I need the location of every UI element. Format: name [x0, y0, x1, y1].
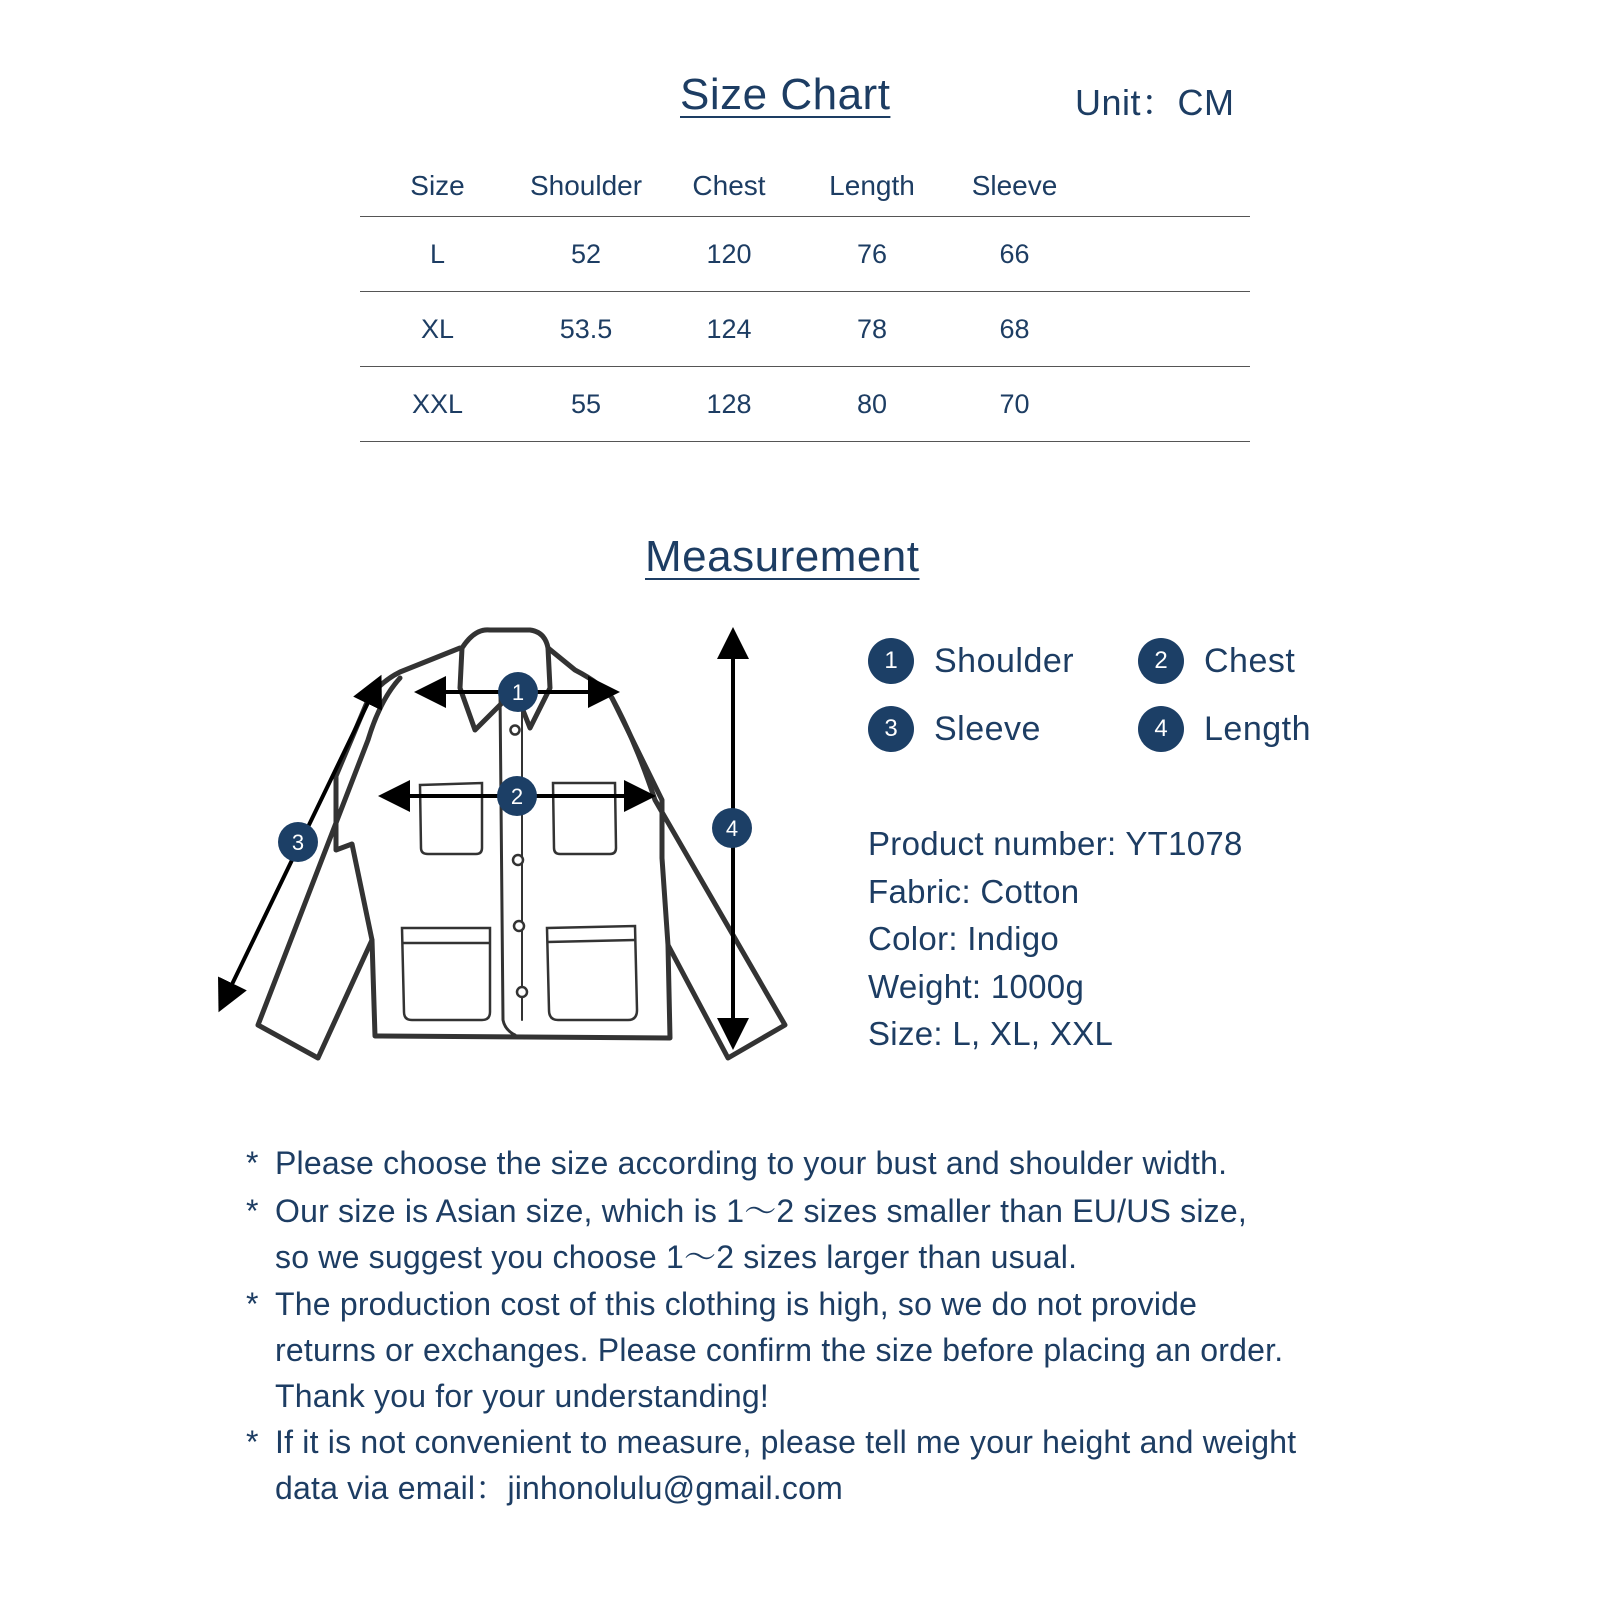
table-cell: 66 — [999, 238, 1030, 269]
product-weight: Weight: 1000g — [868, 968, 1085, 1005]
table-row — [360, 367, 1250, 442]
legend-item-shoulder — [868, 638, 1074, 684]
note-line: Thank you for your understanding! — [275, 1378, 770, 1414]
column-header: Length — [829, 169, 915, 201]
table-cell: 70 — [999, 388, 1030, 419]
product-fabric: Fabric: Cotton — [868, 873, 1080, 910]
table-cell: 124 — [706, 313, 752, 344]
table-spacer — [1086, 292, 1250, 367]
column-header: Shoulder — [529, 169, 643, 201]
bullet-star: * — [246, 1145, 259, 1181]
table-cell: 80 — [856, 388, 888, 419]
badge-icon: 3 — [868, 706, 914, 752]
table-row — [360, 217, 1250, 292]
note-line: Our size is Asian size, which is 1～2 sizes smaller than EU/US size, — [275, 1193, 1247, 1229]
page-title: Size Chart — [680, 70, 891, 119]
table-cell: 55 — [570, 388, 602, 419]
table-cell: 128 — [706, 388, 752, 419]
table-cell: 120 — [706, 238, 752, 269]
note-line: Please choose the size according to your bust and shoulder width. — [275, 1145, 1228, 1181]
legend-label: Sleeve — [934, 709, 1041, 748]
legend-item-sleeve — [868, 706, 1041, 752]
note-line: If it is not convenient to measure, please tell me your height and weight — [275, 1424, 1297, 1460]
note-item — [246, 1188, 1416, 1280]
table-row — [360, 292, 1250, 367]
note-item — [246, 1281, 1416, 1419]
product-sizes: Size: L, XL, XXL — [868, 1015, 1114, 1052]
table-cell: XXL — [411, 388, 464, 419]
table-cell: 53.5 — [559, 313, 613, 344]
badge-number: 4 — [725, 816, 739, 841]
product-color: Color: Indigo — [868, 920, 1060, 957]
table-spacer — [1086, 367, 1250, 442]
note-line: so we suggest you choose 1～2 sizes larger than usual. — [275, 1239, 1078, 1275]
legend-item-length — [1138, 706, 1311, 752]
table-cell: 76 — [856, 238, 888, 269]
badge-shoulder — [498, 672, 538, 712]
size-table — [360, 155, 1250, 442]
table-cell: 68 — [999, 313, 1030, 344]
legend-label: Length — [1204, 709, 1311, 748]
badge-sleeve — [278, 822, 318, 862]
badge-number: 2 — [510, 784, 524, 809]
legend-item-chest — [1138, 638, 1295, 684]
badge-chest — [497, 776, 537, 816]
legend-label: Shoulder — [934, 641, 1075, 680]
bullet-star: * — [246, 1193, 259, 1229]
badge-icon: 2 — [1138, 638, 1184, 684]
measurement-title: Measurement — [645, 532, 920, 581]
table-cell: L — [429, 238, 446, 269]
column-spacer — [1086, 155, 1250, 217]
column-header: Chest — [692, 169, 766, 201]
note-item — [246, 1419, 1416, 1511]
badge-icon: 1 — [868, 638, 914, 684]
note-item — [246, 1140, 1416, 1186]
bullet-star: * — [246, 1286, 259, 1322]
legend-label: Chest — [1204, 641, 1296, 680]
badge-icon: 4 — [1138, 706, 1184, 752]
table-spacer — [1086, 217, 1250, 292]
table-cell: 52 — [570, 238, 602, 269]
product-number: Product number: YT1078 — [868, 825, 1243, 862]
note-line: The production cost of this clothing is high, so we do not provide — [275, 1286, 1198, 1322]
note-line: data via email：jinhonolulu@gmail.com — [275, 1470, 843, 1506]
column-header: Size — [410, 169, 465, 201]
note-line: returns or exchanges. Please confirm the size before placing an order. — [275, 1332, 1284, 1368]
table-header-row — [360, 155, 1250, 217]
column-header: Sleeve — [971, 169, 1058, 201]
table-cell: 78 — [856, 313, 888, 344]
badge-number: 3 — [291, 830, 305, 855]
jacket-diagram — [200, 610, 820, 1080]
table-cell: XL — [420, 313, 455, 344]
jacket-outline-icon — [200, 610, 820, 1080]
badge-length — [712, 808, 752, 848]
badge-number: 1 — [511, 680, 525, 705]
unit-label: Unit：CM — [1075, 82, 1235, 123]
bullet-star: * — [246, 1424, 259, 1460]
